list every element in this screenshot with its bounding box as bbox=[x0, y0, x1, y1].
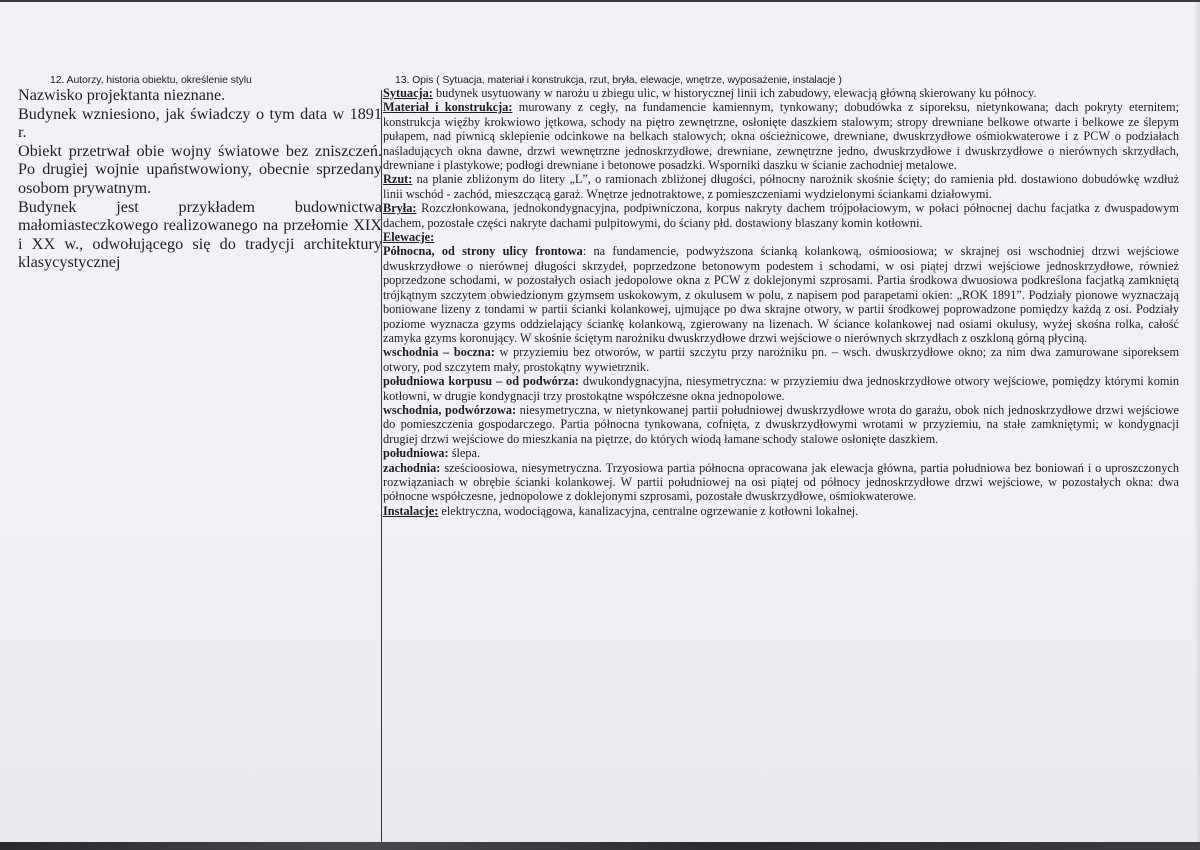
elevations-heading: Elewacje: bbox=[383, 230, 435, 245]
elevation-north: Północna, od strony ulicy frontowa: na fundamencie, podwyższona ścianką kolankową, ośmioosiowa; w skrajnej osi wschodniej drzwi wejściowe dwuskrzydłowe o nierównej długości skrzydeł, poprzedzone betonowym podestem i schodami, w osi piątej drzwi wejściowe jednoskrzydłowe, również poprzedzone schodami, w pozostałych osiach jedopolowe okna z PCW z doklejonymi szprosami. Partia środkowa dwuosiowa podkreślona facjatką zamkniętą trójkątnym szczytem obwiedzionym gzymsem uskokowym, z okulusem w polu, z napisem pod parapetami okien: „ROK 1891”. Podziały pionowe wyznaczają boniowane lizeny z tondami w partii ścianki kolankowej, ujmujące po dwa skrajne otwory, w partii środkowej poprowadzone pomiędzy każdą z osi. Podziały poziome wyznacza gzyms oddzielający ściankę kolankową, zgierowany na lizenach. W ściance kolankowej nad osiami okulusy, wyżej skośna rolka, całość zamyka gzyms koronujący. W skośnie ściętym narożniku dwuskrzydłowe drzwi wejściowe o nierównych skrzydłach z oszkloną górną płyciną. bbox=[383, 244, 1179, 345]
installations-paragraph: Instalacje: elektryczna, wodociągowa, kanalizacyjna, centralne ogrzewanie z kotłowni lokalnej. bbox=[383, 503, 859, 518]
page-edge bbox=[1194, 2, 1200, 847]
scan-bottom-edge bbox=[0, 842, 1200, 850]
style-paragraph: Budynek jest przykładem budownictwa małomiasteczkowego realizowanego na przełomie XIX i XX w., odwołującego się do tradycji architektury klasycystycznej bbox=[18, 197, 382, 272]
material-paragraph: Materiał i konstrukcja: murowany z cegły, na fundamencie kamiennym, tynkowany; dobudówka z siporeksu, nietynkowana; dach pokryty eternitem; konstrukcja więźby krokwiowo jętkowa, schody na piętro zewnętrzne, osłonięte daszkiem stalowym; stropy drewniane belkowe otwarte i belkowe ze ślepym pułapem, nad piwnicą sklepienie odcinkowe na belkach stalowych; okna ościeżnicowe, drewniane, dwuskrzydłowe ośmiokwaterowe i z PCW o podziałach naśladujących okna dawne, drzwi wewnętrzne jednoskrzydłowe, drewniane, zewnętrzne jedno, dwuskrzydłowe i dwuskrzydłowe o nierównych skrzydłach, drewniane i plastykowe; podłogi drewniane i betonowe posadzki. Wsporniki daszku w ścianie zachodniej metalowe. bbox=[383, 100, 1179, 173]
elevation-south-courtyard: południowa korpusu – od podwórza: dwukondygnacyjna, niesymetryczna: w przyziemiu dwa jednoskrzydłowe otwory wejściowe, pomiędzy którymi komin kotłowni, w drugie kondygnacji trzy prostokątne współczesne okna jednopolowe. bbox=[383, 374, 1179, 403]
history-paragraph: Obiekt przetrwał obie wojny światowe bez zniszczeń. Po drugiej wojnie upaństwowiony, obecnie sprzedany osobom prywatnym. bbox=[18, 141, 382, 197]
authors-history-column bbox=[18, 74, 382, 272]
elevation-south: południowa: ślepa. bbox=[383, 446, 481, 461]
plan-paragraph: Rzut: na planie zbliżonym do litery „L”, o ramionach zbliżonej długości, północny narożnik skośnie ścięty; do ramienia płd. dostawiono dobudówkę wzdłuż linii wschód - zachód, mieszczącą garaż. Wnętrze jednotraktowe, z pomieszczeniami wydzielonymi ściankami działowymi. bbox=[383, 172, 1179, 201]
situation-label: Sytuacja: bbox=[383, 86, 433, 100]
situation-paragraph: Sytuacja: budynek usytuowany w narożu u zbiegu ulic, w historycznej linii ich zabudowy, elewacją główną skierowany ku północy. bbox=[383, 86, 1037, 100]
massing-paragraph: Bryła: Rozczłonkowana, jednokondygnacyjna, podpiwniczona, korpus nakryty dachem trójpołaciowym, w połaci północnej dachu facjatka z dwuspadowym dachem, pozostałe części nakryte dachami pulpitowymi, do ściany płd. dostawiony blaszany komin kotłowni. bbox=[383, 201, 1179, 230]
construction-date-paragraph: Budynek wzniesiono, jak świadczy o tym data w 1891 r. bbox=[18, 104, 382, 142]
designer-paragraph: Nazwisko projektanta nieznane. bbox=[18, 86, 226, 104]
massing-label: Bryła: bbox=[383, 201, 417, 216]
section-13-heading: 13. Opis ( Sytuacja, materiał i konstrukcja, rzut, bryła, elewacje, wnętrze, wyposażenie, instalacje ) bbox=[395, 74, 842, 86]
plan-label: Rzut: bbox=[383, 172, 413, 187]
section-12-heading: 12. Autorzy, historia obiektu, określenie stylu bbox=[50, 74, 252, 86]
description-column bbox=[383, 74, 1179, 518]
elevation-east-side: wschodnia – boczna: w przyziemiu bez otworów, w partii szczytu przy narożniku pn. – wsch. dwuskrzydłowe okno; za nim dwa zamurowane siporeksem otwory, pod szczytem mały, prostokątny wywietrznik. bbox=[383, 345, 1180, 374]
material-label: Materiał i konstrukcja: bbox=[383, 100, 513, 115]
installations-label: Instalacje: bbox=[383, 503, 439, 518]
elevation-west: zachodnia: sześcioosiowa, niesymetryczna. Trzyosiowa partia północna opracowana jak elewacja główna, partia południowa bez boniowań i o uproszczonych rozwiązaniach w obrębie ścianki kolankowej. W partii południowej na osi piątej od północy jednoskrzydłowe drzwi wejściowe, w pozostałych okna: dwa północne współczesne, jednopolowe z doklejonymi szprosami, pozostałe dwuskrzydłowe, ośmiokwaterowe. bbox=[383, 460, 1179, 504]
elevation-east-courtyard: wschodnia, podwórzowa: niesymetryczna, w nietynkowanej partii południowej dwuskrzydłowe wrota do garażu, obok nich jednoskrzydłowe drzwi wejściowe do pomieszczenia gospodarczego. Partia północna tynkowana, cofnięta, z dwuskrzydłowymi wrotami w przyziemiu, na stałe zamkniętymi; w kondygnacji drugiej drzwi wejściowe do mieszkania na piętrze, do których wiodą łamane schody stalowe osłonięte daszkiem. bbox=[383, 402, 1180, 446]
